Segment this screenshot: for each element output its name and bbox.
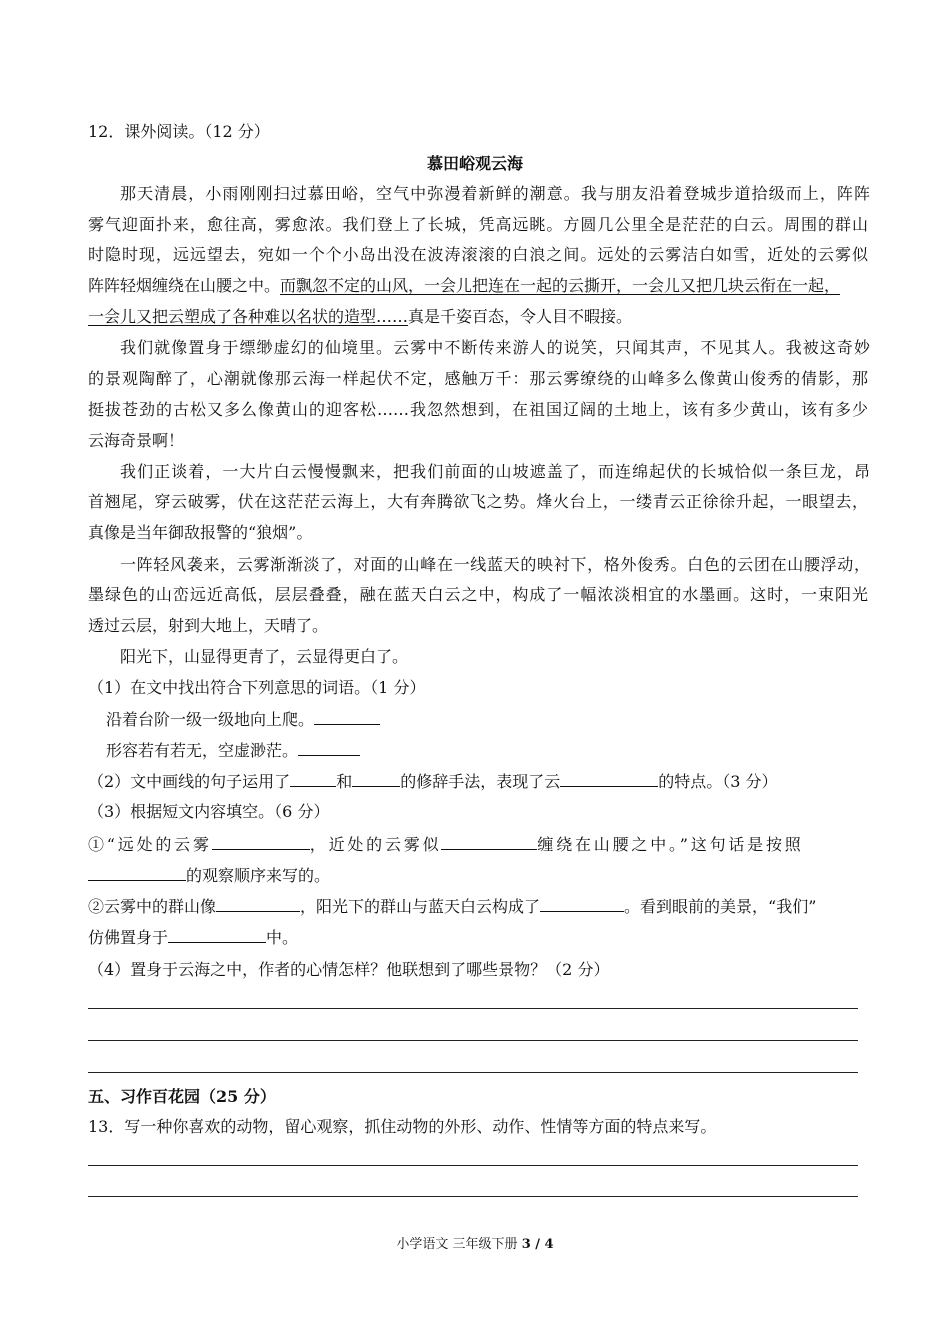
answer-blank[interactable] — [216, 896, 300, 912]
subquestion-1-item — [106, 740, 886, 761]
question-text: 仿佛置身于 — [88, 928, 169, 947]
question-text: 。看到眼前的美景，“我们” — [624, 897, 817, 916]
passage-text: 阵阵轻烟缠绕在山腰之中。 — [88, 276, 281, 295]
definition-text: 沿着台阶一级一级地向上爬。 — [106, 710, 315, 729]
question-text: ①“远处的云雾 — [88, 835, 212, 854]
passage-line: 时隐时现，远远望去，宛如一个个小岛出没在波涛滚滚的白浪之间。远处的云雾洁白如雪，近处的云雾似 — [88, 245, 868, 264]
underlined-sentence: 一会儿又把云塑成了各种难以名状的造型…… — [88, 307, 409, 326]
answer-line[interactable] — [88, 1196, 858, 1197]
passage-line — [88, 307, 868, 327]
section-5-header: 五、习作百花园（25 分） — [88, 1087, 276, 1106]
answer-blank[interactable] — [298, 740, 360, 756]
question-12-header: 12．课外阅读。（12 分） — [88, 122, 270, 141]
answer-line[interactable] — [88, 1040, 858, 1041]
question-13: 13．写一种你喜欢的动物，留心观察，抓住动物的外形、动作、性情等方面的特点来写。 — [88, 1117, 717, 1136]
footer-text: 小学语文 三年级下册 — [396, 1237, 522, 1252]
subquestion-1-item — [106, 709, 886, 730]
subquestion-3-line — [88, 865, 868, 886]
subquestion-4: （4）置身于云海之中，作者的心情怎样？他联想到了哪些景物？（2 分） — [88, 960, 610, 979]
subquestion-3-line — [88, 896, 868, 917]
answer-blank[interactable] — [540, 896, 624, 912]
subquestion-2 — [88, 771, 868, 792]
passage-line: 真像是当年御敌报警的“狼烟”。 — [88, 523, 313, 542]
question-text: 的观察顺序来写的。 — [186, 866, 331, 885]
subquestion-3-line — [88, 834, 868, 855]
answer-blank[interactable] — [352, 771, 400, 787]
passage-line — [88, 276, 868, 296]
passage-line: 云海奇景啊！ — [88, 431, 185, 450]
passage-line: 那天清晨，小雨刚刚扫过慕田峪，空气中弥漫着新鲜的潮意。我与朋友沿着登城步道拾级而上，阵阵 — [120, 184, 870, 203]
question-text: 中。 — [266, 928, 299, 947]
question-text: 和 — [336, 772, 353, 791]
answer-blank[interactable] — [88, 865, 186, 881]
passage-line: 首翘尾，穿云破雾，伏在这茫茫云海上，大有奔腾欲飞之势。烽火台上，一缕青云正徐徐升起，一眼望去， — [88, 492, 868, 511]
definition-text: 形容若有若无，空虚渺茫。 — [106, 741, 299, 760]
question-text: ②云雾中的群山像 — [88, 897, 217, 916]
question-text: ，近处的云雾似 — [309, 835, 442, 854]
answer-line[interactable] — [88, 1072, 858, 1073]
page-footer — [0, 1237, 950, 1253]
passage-line: 的景观陶醉了，心潮就像那云海一样起伏不定，感触万千：那云雾缭绕的山峰多么像黄山俊秀的倩影，那 — [88, 369, 868, 388]
passage-line: 墨绿色的山峦远近高低，层层叠叠，融在蓝天白云之中，构成了一幅浓淡相宜的水墨画。这时，一束阳光 — [88, 585, 868, 604]
subquestion-3: （3）根据短文内容填空。（6 分） — [88, 802, 330, 821]
answer-line[interactable] — [88, 1165, 858, 1166]
passage-text: 真是千姿百态，令人目不暇接。 — [408, 307, 633, 326]
answer-blank[interactable] — [560, 771, 658, 787]
question-text: （2）文中画线的句子运用了 — [88, 772, 291, 791]
question-text: ，阳光下的群山与蓝天白云构成了 — [300, 897, 541, 916]
passage-line: 一阵轻风袭来，云雾渐渐淡了，对面的山峰在一线蓝天的映衬下，格外俊秀。白色的云团在山腰浮动， — [120, 555, 870, 574]
answer-line[interactable] — [88, 1008, 858, 1009]
underlined-sentence: 而飘忽不定的山风，一会儿把连在一起的云撕开，一会儿又把几块云衔在一起， — [280, 276, 841, 295]
subquestion-3-line — [88, 927, 868, 948]
passage-line: 我们正谈着，一大片白云慢慢飘来，把我们前面的山坡遮盖了，而连绵起伏的长城恰似一条巨龙，昂 — [120, 462, 870, 481]
answer-blank[interactable] — [441, 834, 537, 850]
answer-blank[interactable] — [290, 771, 336, 787]
question-text: 缠绕在山腰之中。”这句话是按照 — [537, 835, 804, 854]
subquestion-1: （1）在文中找出符合下列意思的词语。（1 分） — [88, 678, 426, 697]
passage-line: 我们就像置身于缥缈虚幻的仙境里。云雾中不断传来游人的说笑，只闻其声，不见其人。我被这奇妙 — [120, 338, 870, 357]
passage-line: 阳光下，山显得更青了，云显得更白了。 — [120, 647, 409, 666]
passage-line: 挺拔苍劲的古松又多么像黄山的迎客松……我忽然想到，在祖国辽阔的土地上，该有多少黄山，该有多少 — [88, 400, 868, 419]
page-number: 3 / 4 — [521, 1237, 554, 1252]
passage-line: 雾气迎面扑来，愈往高，雾愈浓。我们登上了长城，凭高远眺。方圆几公里全是茫茫的白云。周围的群山 — [88, 215, 868, 234]
passage-title: 慕田峪观云海 — [426, 154, 523, 173]
question-text: 的特点。（3 分） — [658, 772, 778, 791]
passage-line: 透过云层，射到大地上，天晴了。 — [88, 616, 329, 635]
answer-blank[interactable] — [212, 834, 310, 850]
answer-blank[interactable] — [314, 709, 380, 725]
answer-blank[interactable] — [168, 927, 266, 943]
question-text: 的修辞手法，表现了云 — [400, 772, 561, 791]
